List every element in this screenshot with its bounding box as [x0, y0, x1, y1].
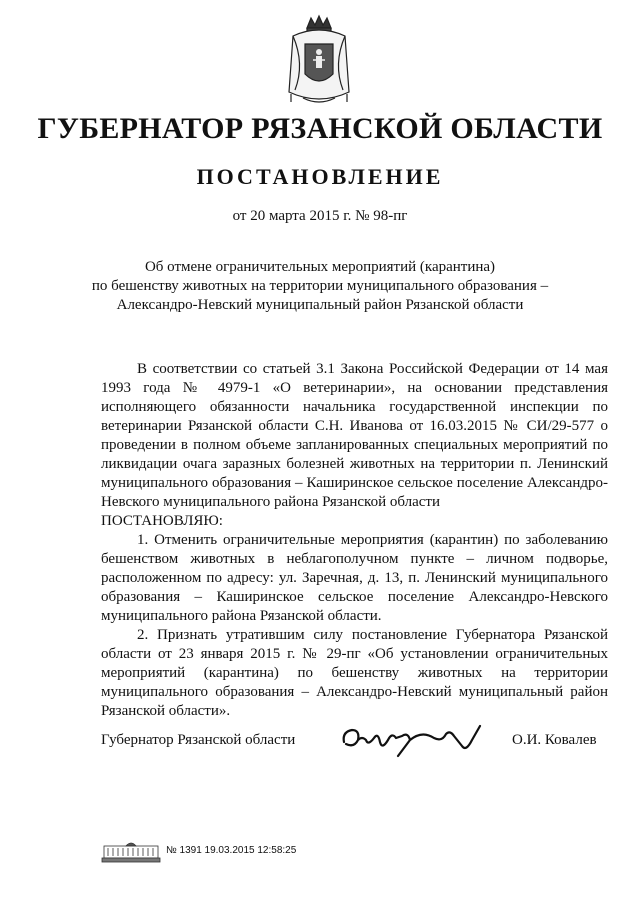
document-subject	[80, 258, 560, 315]
document-date-number: от 20 марта 2015 г. № 98-пг	[232, 208, 408, 224]
issuer-title: ГУБЕРНАТОР РЯЗАНСКОЙ ОБЛАСТИ	[37, 112, 603, 145]
coat-of-arms-icon	[285, 14, 353, 112]
preamble-paragraph: В соответствии со статьей 3.1 Закона Российской Федерации от 14 мая 1993 года № 4979-1 «О ветеринарии», на основании представления исполняющего обязанности начальника государственной инспекции по ветеринарии Рязанской области С.Н. Иванова от 16.03.2015 № СИ/29-577 о проведении в полном объеме запланированных специальных мероприятий по ликвидации очага заразных болезней животных на территории п. Ленинский муниципального образования – Каширинское сельское поселение Александро-Невского муниципального района Рязанской области	[101, 361, 608, 510]
decree-word: ПОСТАНОВЛЯЮ:	[101, 513, 223, 529]
document-body	[101, 360, 608, 721]
signatory-role: Губернатор Рязанской области	[101, 732, 296, 748]
decree-item-2: 2. Признать утратившим силу постановление Губернатора Рязанской области от 23 января 2015 г. № 29-пг «Об установлении ограничительных мероприятий (карантина) по бешенству животных на территории муниципального образования – Александро-Невский муниципальный район Рязанской области».	[101, 627, 608, 719]
building-stamp-icon	[100, 840, 162, 864]
subject-line: Об отмене ограничительных мероприятий (карантина)	[144, 259, 496, 275]
subject-line: Александро-Невский муниципальный район Рязанской области	[116, 297, 524, 313]
decree-item-1: 1. Отменить ограничительные мероприятия (карантин) по заболеванию бешенством животных в неблагополучном пункте – личном подворье, расположенном по адресу: ул. Заречная, д. 13, п. Ленинский муниципального образования – Каширинское сельское поселение Александро-Невского муниципального района Рязанской области.	[101, 532, 608, 624]
signature-icon	[338, 720, 488, 760]
subject-line: по бешенству животных на территории муниципального образования –	[91, 278, 549, 294]
signatory-name: О.И. Ковалев	[512, 732, 597, 748]
registration-stamp-text: № 1391 19.03.2015 12:58:25	[166, 845, 297, 856]
document-type: ПОСТАНОВЛЕНИЕ	[196, 164, 444, 189]
